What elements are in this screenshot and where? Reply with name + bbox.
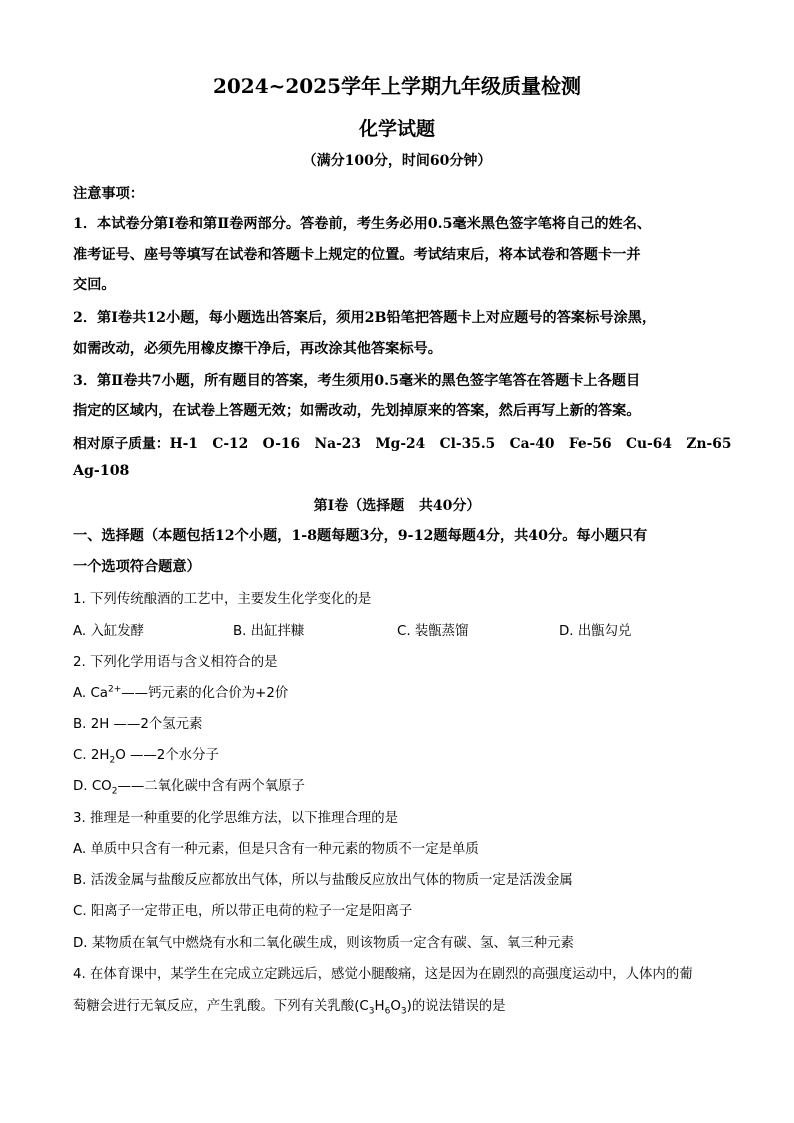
note-line: 3．第Ⅱ卷共7小题，所有题目的答案，考生须用0.5毫米的黑色签字笔答在答题卡上各题目 xyxy=(73,373,641,389)
q2-option-d: D. $CO_2——$二氧化碳中含有两个氧原子 xyxy=(73,779,305,797)
note-line: 如需改动，必须先用橡皮擦干净后，再改涂其他答案标号。 xyxy=(73,341,442,357)
q3-option-c: C. 阳离子一定带正电，所以带正电荷的粒子一定是阳离子 xyxy=(73,904,413,919)
q1-option-c: C. 装甑蒸馏 xyxy=(397,624,469,639)
note-line: 交回。 xyxy=(73,277,116,293)
note-line: 2．第Ⅰ卷共12小题，每小题选出答案后，须用2B铅笔把答题卡上对应题号的答案标号涂黑， xyxy=(73,310,657,326)
question-2-stem: 2. 下列化学用语与含义相符合的是 xyxy=(73,655,278,670)
subject-title: 化学试题 xyxy=(358,118,435,140)
question-3-stem: 3. 推理是一种重要的化学思维方法，以下推理合理的是 xyxy=(73,811,399,826)
question-4-stem: 4. 在体育课中，某学生在完成立定跳远后，感觉小腿酸痛，这是因为在剧烈的高强度运动中，人体内的葡 xyxy=(73,967,693,982)
q1-option-d: D. 出甑勾兑 xyxy=(559,624,632,639)
q1-option-a: A. 入缸发酵 xyxy=(73,624,144,639)
question-1-stem: 1. 下列传统酿酒的工艺中，主要发生化学变化的是 xyxy=(73,592,372,607)
q2-option-a: A. $Ca^{2+}——$钙元素的化合价为+2价 xyxy=(73,684,289,701)
atomic-masses-cont: Ag-108 xyxy=(73,463,130,479)
section-title: 第Ⅰ卷（选择题 共40分） xyxy=(313,498,481,514)
exam-title: 2024~2025学年上学期九年级质量检测 xyxy=(212,74,582,98)
note-line: 1．本试卷分第Ⅰ卷和第Ⅱ卷两部分。答卷前，考生务必用0.5毫米黑色签字笔将自己的姓名、 xyxy=(73,216,652,232)
q1-option-b: B. 出缸拌糠 xyxy=(233,624,305,639)
notes-heading: 注意事项： xyxy=(73,186,144,202)
section-instructions: 一、选择题（本题包括12个小题，1-8题每题3分，9-12题每题4分，共40分。每小题只有 xyxy=(73,528,648,544)
q2-option-c: C. $2H_2O$ ——2个水分子 xyxy=(73,748,219,766)
score-time-info: （满分100分，时间60分钟） xyxy=(302,153,492,169)
q3-option-d: D. 某物质在氧气中燃烧有水和二氧化碳生成，则该物质一定含有碳、氢、氧三种元素 xyxy=(73,936,574,951)
section-instructions-cont: 一个选项符合题意） xyxy=(73,559,201,575)
q3-option-a: A. 单质中只含有一种元素，但是只含有一种元素的物质不一定是单质 xyxy=(73,842,479,857)
atomic-masses: 相对原子质量：H-1 C-12 O-16 Na-23 Mg-24 Cl-35.5 Ca-40 Fe-56 Cu-64 Zn-65 xyxy=(73,436,732,452)
note-line: 准考证号、座号等填写在试卷和答题卡上规定的位置。考试结束后，将本试卷和答题卡一并 xyxy=(73,247,641,263)
q3-option-b: B. 活泼金属与盐酸反应都放出气体，所以与盐酸反应放出气体的物质一定是活泼金属 xyxy=(73,873,573,888)
question-4-stem-cont: 萄糖会进行无氧反应，产生乳酸。下列有关乳酸$(C_3H_6O_3)$的说法错误的是 xyxy=(73,999,506,1017)
q2-option-b: B. 2H ——2个氢元素 xyxy=(73,717,203,732)
note-line: 指定的区域内，在试卷上答题无效；如需改动，先划掉原来的答案，然后再写上新的答案。 xyxy=(73,403,641,419)
